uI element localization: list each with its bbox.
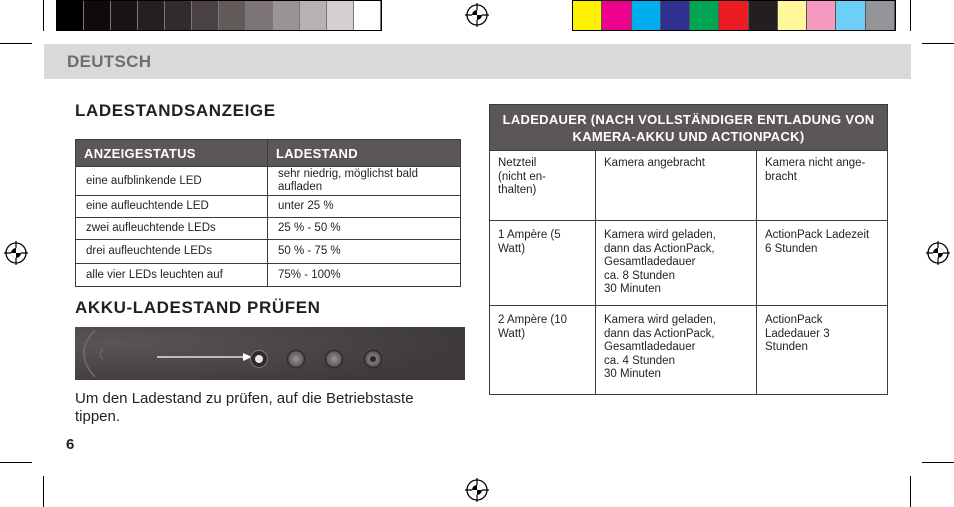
table-cell: Netzteil (nicht en- thalten) [490,151,596,221]
color-swatch [354,1,381,30]
charge-indicator-title: LADESTANDSANZEIGE [75,101,276,120]
table-row [490,151,888,221]
charge-time-title: LADEDAUER (NACH VOLLSTÄNDIGER ENTLADUNG VON KAMERA-AKKU UND ACTIONPACK) [490,105,888,151]
table-row [490,306,888,395]
table-cell: 75% - 100% [268,264,461,287]
table-cell: alle vier LEDs leuchten auf [76,264,268,287]
crop-mark [0,43,32,44]
led-indicator-photo [75,327,465,380]
column-header-status: ANZEIGESTATUS [76,140,268,167]
language-header [44,44,911,79]
color-swatch [84,1,111,30]
color-swatch [273,1,300,30]
page-number: 6 [66,436,75,453]
table-row [76,218,461,240]
table-cell: Kamera nicht ange- bracht [757,151,888,221]
color-swatch [602,1,631,30]
color-swatch [719,1,748,30]
table-cell: eine aufleuchtende LED [76,196,268,218]
crop-mark [922,462,954,463]
table-cell: ActionPack Ladezeit 6 Stunden [757,221,888,306]
charge-time-table [489,104,888,395]
crop-mark [43,476,44,507]
color-swatch [749,1,778,30]
color-swatch [138,1,165,30]
crop-mark [922,43,954,44]
color-swatch [632,1,661,30]
table-cell: zwei aufleuchtende LEDs [76,218,268,240]
registration-mark-icon [465,478,489,502]
color-swatch [690,1,719,30]
color-swatch [300,1,327,30]
color-control-strip [572,0,896,31]
registration-mark-icon [926,241,950,265]
color-swatch [165,1,192,30]
color-swatch [807,1,836,30]
registration-mark-icon [4,241,28,265]
table-row [76,264,461,287]
table-cell: Kamera wird geladen, dann das ActionPack, Gesamtladedauer ca. 4 Stunden 30 Minuten [596,306,757,395]
color-swatch [111,1,138,30]
color-swatch [192,1,219,30]
table-cell: 2 Ampère (10 Watt) [490,306,596,395]
color-swatch [57,1,84,30]
crop-mark [43,0,44,31]
table-cell: Kamera wird geladen, dann das ActionPack, Gesamtladedauer ca. 8 Stunden 30 Minuten [596,221,757,306]
check-battery-instructions: Um den Ladestand zu prüfen, auf die Betriebstaste tippen. [75,390,414,425]
table-cell: ActionPack Ladedauer 3 Stunden [757,306,888,395]
color-swatch [778,1,807,30]
table-cell: 50 % - 75 % [268,240,461,264]
table-cell: drei aufleuchtende LEDs [76,240,268,264]
table-row [76,196,461,218]
color-swatch [573,1,602,30]
table-row [76,167,461,196]
language-label: DEUTSCH [67,52,152,71]
crop-mark [910,0,911,31]
color-swatch [836,1,865,30]
color-swatch [246,1,273,30]
table-cell: unter 25 % [268,196,461,218]
table-cell: 1 Ampère (5 Watt) [490,221,596,306]
registration-mark-icon [465,3,489,27]
table-cell: eine aufblinkende LED [76,167,268,196]
color-swatch [866,1,895,30]
table-cell: 25 % - 50 % [268,218,461,240]
table-cell: sehr niedrig, möglichst bald aufladen [268,167,461,196]
column-header-level: LADESTAND [268,140,461,167]
check-battery-title: AKKU-LADESTAND PRÜFEN [75,298,321,317]
table-cell: Kamera angebracht [596,151,757,221]
color-swatch [219,1,246,30]
crop-mark [910,476,911,507]
color-swatch [327,1,354,30]
table-row [490,221,888,306]
grayscale-control-strip [56,0,382,31]
crop-mark [0,462,32,463]
charge-indicator-table [75,139,461,287]
color-swatch [661,1,690,30]
table-row [76,240,461,264]
